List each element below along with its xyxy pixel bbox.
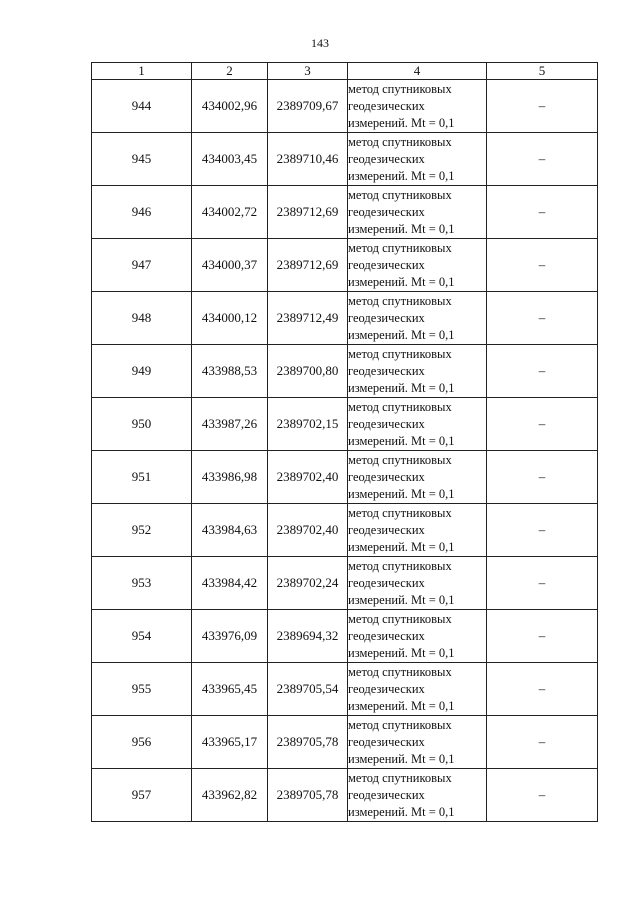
y-coordinate-cell: 2389709,67 (268, 80, 348, 133)
method-line: измерений. Mt = 0,1 (348, 751, 455, 766)
method-cell (348, 398, 487, 451)
method-cell (348, 663, 487, 716)
point-number-cell: 954 (92, 610, 192, 663)
method-cell (348, 769, 487, 822)
x-coordinate-cell: 433984,63 (192, 504, 268, 557)
table-header-row (92, 63, 598, 80)
point-number-cell: 946 (92, 186, 192, 239)
table-body (92, 80, 598, 822)
method-line: измерений. Mt = 0,1 (348, 539, 455, 554)
y-coordinate-cell: 2389712,49 (268, 292, 348, 345)
x-coordinate-cell: 433962,82 (192, 769, 268, 822)
method-line: геодезических (348, 416, 425, 431)
table-row (92, 610, 598, 663)
method-cell (348, 504, 487, 557)
method-line: измерений. Mt = 0,1 (348, 115, 455, 130)
x-coordinate-cell: 433976,09 (192, 610, 268, 663)
point-number-cell: 947 (92, 239, 192, 292)
method-line: метод спутниковых (348, 346, 452, 361)
table-row (92, 451, 598, 504)
method-line: измерений. Mt = 0,1 (348, 433, 455, 448)
description-cell: – (487, 716, 598, 769)
method-line: геодезических (348, 204, 425, 219)
y-coordinate-cell: 2389712,69 (268, 186, 348, 239)
y-coordinate-cell: 2389710,46 (268, 133, 348, 186)
description-cell: – (487, 557, 598, 610)
point-number-cell: 950 (92, 398, 192, 451)
method-cell (348, 610, 487, 663)
x-coordinate-cell: 434002,72 (192, 186, 268, 239)
method-line: метод спутниковых (348, 134, 452, 149)
point-number-cell: 949 (92, 345, 192, 398)
x-coordinate-cell: 434002,96 (192, 80, 268, 133)
method-line: измерений. Mt = 0,1 (348, 221, 455, 236)
method-cell (348, 80, 487, 133)
table-row (92, 504, 598, 557)
table-row (92, 716, 598, 769)
method-cell (348, 716, 487, 769)
method-line: измерений. Mt = 0,1 (348, 645, 455, 660)
method-line: измерений. Mt = 0,1 (348, 380, 455, 395)
description-cell: – (487, 292, 598, 345)
method-line: геодезических (348, 628, 425, 643)
method-line: метод спутниковых (348, 399, 452, 414)
method-line: геодезических (348, 257, 425, 272)
point-number-cell: 944 (92, 80, 192, 133)
x-coordinate-cell: 433987,26 (192, 398, 268, 451)
table-row (92, 292, 598, 345)
method-line: метод спутниковых (348, 664, 452, 679)
description-cell: – (487, 398, 598, 451)
method-line: метод спутниковых (348, 293, 452, 308)
y-coordinate-cell: 2389705,78 (268, 769, 348, 822)
method-line: геодезических (348, 522, 425, 537)
description-cell: – (487, 133, 598, 186)
method-cell (348, 133, 487, 186)
y-coordinate-cell: 2389712,69 (268, 239, 348, 292)
table-row (92, 557, 598, 610)
method-line: измерений. Mt = 0,1 (348, 274, 455, 289)
y-coordinate-cell: 2389702,24 (268, 557, 348, 610)
page-number: 143 (311, 36, 329, 50)
table-row (92, 133, 598, 186)
method-line: геодезических (348, 98, 425, 113)
method-line: метод спутниковых (348, 770, 452, 785)
method-cell (348, 292, 487, 345)
table-row (92, 239, 598, 292)
header-col-3: 3 (268, 63, 348, 80)
description-cell: – (487, 239, 598, 292)
x-coordinate-cell: 433965,45 (192, 663, 268, 716)
method-line: геодезических (348, 310, 425, 325)
x-coordinate-cell: 433965,17 (192, 716, 268, 769)
method-line: метод спутниковых (348, 558, 452, 573)
method-cell (348, 451, 487, 504)
y-coordinate-cell: 2389702,40 (268, 504, 348, 557)
method-cell (348, 345, 487, 398)
header-col-1: 1 (92, 63, 192, 80)
point-number-cell: 948 (92, 292, 192, 345)
table-row (92, 769, 598, 822)
y-coordinate-cell: 2389705,54 (268, 663, 348, 716)
x-coordinate-cell: 434003,45 (192, 133, 268, 186)
header-col-5: 5 (487, 63, 598, 80)
coordinates-table (91, 62, 598, 822)
method-line: метод спутниковых (348, 187, 452, 202)
method-line: геодезических (348, 575, 425, 590)
method-line: метод спутниковых (348, 611, 452, 626)
method-line: метод спутниковых (348, 717, 452, 732)
point-number-cell: 945 (92, 133, 192, 186)
method-line: геодезических (348, 469, 425, 484)
x-coordinate-cell: 434000,37 (192, 239, 268, 292)
y-coordinate-cell: 2389702,15 (268, 398, 348, 451)
method-line: геодезических (348, 363, 425, 378)
method-line: измерений. Mt = 0,1 (348, 168, 455, 183)
method-line: измерений. Mt = 0,1 (348, 486, 455, 501)
point-number-cell: 956 (92, 716, 192, 769)
table-row (92, 398, 598, 451)
table-row (92, 345, 598, 398)
method-line: измерений. Mt = 0,1 (348, 327, 455, 342)
x-coordinate-cell: 434000,12 (192, 292, 268, 345)
description-cell: – (487, 769, 598, 822)
description-cell: – (487, 610, 598, 663)
method-line: измерений. Mt = 0,1 (348, 804, 455, 819)
header-col-2: 2 (192, 63, 268, 80)
method-line: метод спутниковых (348, 240, 452, 255)
point-number-cell: 957 (92, 769, 192, 822)
y-coordinate-cell: 2389694,32 (268, 610, 348, 663)
method-line: геодезических (348, 151, 425, 166)
y-coordinate-cell: 2389702,40 (268, 451, 348, 504)
y-coordinate-cell: 2389700,80 (268, 345, 348, 398)
method-cell (348, 239, 487, 292)
table-row (92, 80, 598, 133)
point-number-cell: 953 (92, 557, 192, 610)
table-row (92, 186, 598, 239)
method-line: метод спутниковых (348, 452, 452, 467)
method-line: метод спутниковых (348, 81, 452, 96)
description-cell: – (487, 451, 598, 504)
header-col-4: 4 (348, 63, 487, 80)
method-line: геодезических (348, 787, 425, 802)
table-row (92, 663, 598, 716)
description-cell: – (487, 663, 598, 716)
method-line: измерений. Mt = 0,1 (348, 698, 455, 713)
method-line: метод спутниковых (348, 505, 452, 520)
method-line: измерений. Mt = 0,1 (348, 592, 455, 607)
point-number-cell: 955 (92, 663, 192, 716)
y-coordinate-cell: 2389705,78 (268, 716, 348, 769)
method-cell (348, 186, 487, 239)
method-cell (348, 557, 487, 610)
method-line: геодезических (348, 681, 425, 696)
description-cell: – (487, 80, 598, 133)
x-coordinate-cell: 433988,53 (192, 345, 268, 398)
x-coordinate-cell: 433984,42 (192, 557, 268, 610)
method-line: геодезических (348, 734, 425, 749)
point-number-cell: 951 (92, 451, 192, 504)
x-coordinate-cell: 433986,98 (192, 451, 268, 504)
point-number-cell: 952 (92, 504, 192, 557)
description-cell: – (487, 186, 598, 239)
description-cell: – (487, 345, 598, 398)
description-cell: – (487, 504, 598, 557)
